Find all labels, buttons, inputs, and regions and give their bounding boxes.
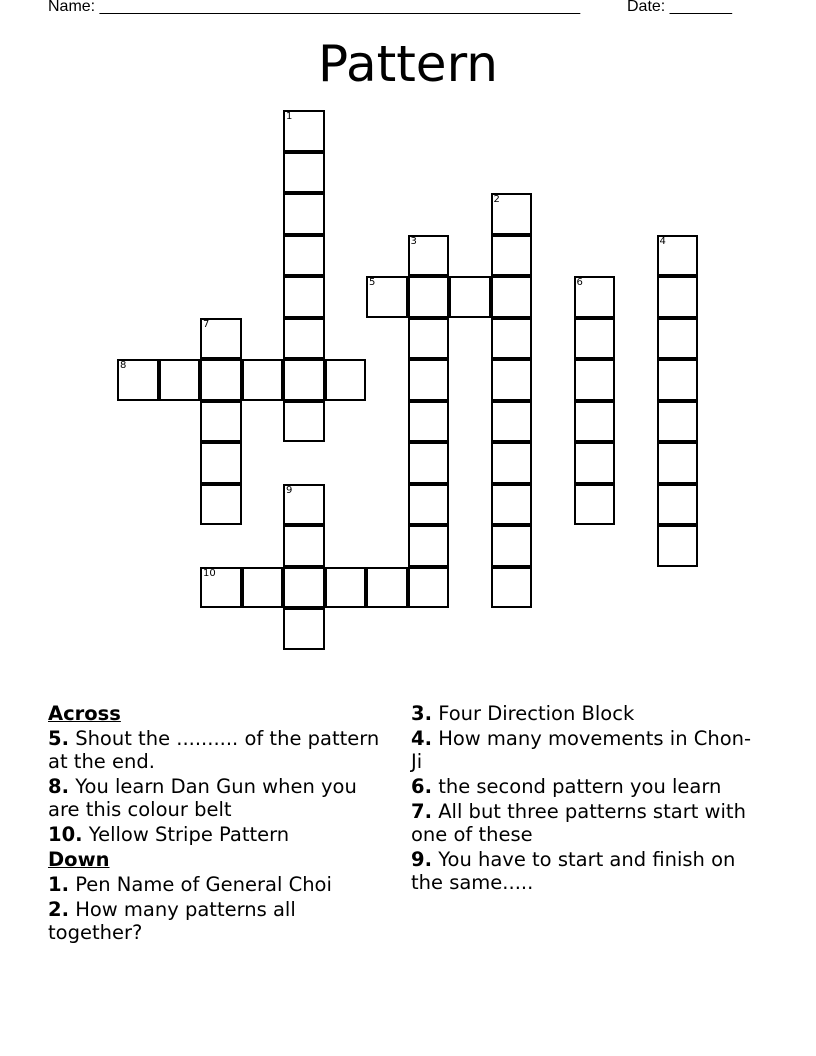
- clue-text: How many patterns all together?: [48, 898, 296, 944]
- down-clue-3: [411, 702, 761, 725]
- down-clue-1: [48, 873, 388, 896]
- clue-text: How many movements in Chon-Ji: [411, 727, 752, 773]
- crossword-cell[interactable]: [574, 359, 616, 401]
- crossword-cell[interactable]: [408, 276, 450, 318]
- clue-text: Pen Name of General Choi: [75, 873, 332, 896]
- crossword-cell[interactable]: [283, 152, 325, 194]
- crossword-cell[interactable]: [449, 276, 491, 318]
- crossword-cell[interactable]: [657, 235, 699, 277]
- cell-number: 5: [369, 277, 376, 288]
- crossword-cell[interactable]: [366, 567, 408, 609]
- clue-text: Shout the .......... of the pattern at the end.: [48, 727, 380, 773]
- crossword-cell[interactable]: [200, 359, 242, 401]
- crossword-cell[interactable]: [200, 484, 242, 526]
- crossword-cell[interactable]: [657, 401, 699, 443]
- crossword-cell[interactable]: [408, 401, 450, 443]
- crossword-cell[interactable]: [574, 318, 616, 360]
- crossword-cell[interactable]: [283, 484, 325, 526]
- clue-number: 6.: [411, 775, 432, 798]
- down-clue-9: [411, 848, 761, 894]
- clue-text: Four Direction Block: [438, 702, 635, 725]
- clue-number: 4.: [411, 727, 432, 750]
- crossword-cell[interactable]: [657, 442, 699, 484]
- crossword-cell[interactable]: [242, 567, 284, 609]
- clue-text: You have to start and finish on the same.....: [411, 848, 736, 894]
- crossword-cell[interactable]: [408, 359, 450, 401]
- across-clue-8: [48, 775, 388, 821]
- clue-text: the second pattern you learn: [438, 775, 722, 798]
- crossword-cell[interactable]: [408, 525, 450, 567]
- crossword-cell[interactable]: [491, 359, 533, 401]
- across-heading: Across: [48, 702, 121, 725]
- crossword-cell[interactable]: [366, 276, 408, 318]
- crossword-cell[interactable]: [491, 484, 533, 526]
- crossword-cell[interactable]: [283, 318, 325, 360]
- crossword-cell[interactable]: [574, 484, 616, 526]
- cell-number: 9: [286, 484, 293, 496]
- crossword-cell[interactable]: [491, 276, 533, 318]
- crossword-cell[interactable]: [283, 193, 325, 235]
- crossword-cell[interactable]: [657, 359, 699, 401]
- clue-text: All but three patterns start with one of these: [411, 800, 746, 846]
- clue-text: Yellow Stripe Pattern: [88, 823, 290, 846]
- across-clue-5: [48, 727, 388, 773]
- crossword-cell[interactable]: [325, 359, 367, 401]
- page-title: Pattern: [318, 35, 498, 93]
- crossword-cell[interactable]: [491, 525, 533, 567]
- crossword-cell[interactable]: [657, 318, 699, 360]
- crossword-cell[interactable]: [491, 235, 533, 277]
- crossword-cell[interactable]: [283, 567, 325, 609]
- crossword-cell[interactable]: [283, 401, 325, 443]
- crossword-cell[interactable]: [657, 276, 699, 318]
- down-clue-6: [411, 775, 761, 798]
- cell-number: 3: [410, 235, 417, 247]
- crossword-cell[interactable]: [574, 442, 616, 484]
- crossword-cell[interactable]: [283, 235, 325, 277]
- down-clue-2: [48, 898, 388, 944]
- clue-number: 1.: [48, 873, 69, 896]
- clue-number: 3.: [411, 702, 432, 725]
- date-line: Date: _______: [627, 0, 732, 15]
- crossword-cell[interactable]: [200, 401, 242, 443]
- crossword-cell[interactable]: [117, 359, 159, 401]
- cell-number: 2: [493, 194, 500, 205]
- clue-text: You learn Dan Gun when you are this colour belt: [48, 775, 357, 821]
- cell-number: 10: [203, 567, 216, 579]
- crossword-cell[interactable]: [491, 567, 533, 609]
- crossword-cell[interactable]: [283, 608, 325, 650]
- crossword-cell[interactable]: [657, 484, 699, 526]
- clue-number: 2.: [48, 898, 69, 921]
- down-clue-4: [411, 727, 761, 773]
- name-line: Name: ______________________________________________________: [48, 0, 581, 15]
- crossword-cell[interactable]: [408, 318, 450, 360]
- cell-number: 4: [659, 235, 666, 247]
- clue-number: 8.: [48, 775, 69, 798]
- crossword-cell[interactable]: [200, 442, 242, 484]
- crossword-cell[interactable]: [491, 193, 533, 235]
- clues-right-column: [411, 702, 761, 896]
- crossword-cell[interactable]: [283, 359, 325, 401]
- crossword-cell[interactable]: [283, 110, 325, 152]
- crossword-cell[interactable]: [491, 442, 533, 484]
- crossword-cell[interactable]: [200, 567, 242, 609]
- crossword-cell[interactable]: [283, 525, 325, 567]
- crossword-cell[interactable]: [574, 276, 616, 318]
- crossword-cell[interactable]: [325, 567, 367, 609]
- crossword-cell[interactable]: [408, 484, 450, 526]
- cell-number: 7: [203, 318, 210, 330]
- cell-number: 6: [576, 277, 583, 288]
- crossword-cell[interactable]: [159, 359, 201, 401]
- crossword-cell[interactable]: [408, 567, 450, 609]
- cell-number: 1: [286, 111, 293, 122]
- down-clue-7: [411, 800, 761, 846]
- crossword-cell[interactable]: [491, 318, 533, 360]
- clues-left-column: [48, 702, 388, 946]
- crossword-cell[interactable]: [283, 276, 325, 318]
- cell-number: 8: [120, 360, 127, 371]
- crossword-cell[interactable]: [242, 359, 284, 401]
- crossword-cell[interactable]: [200, 318, 242, 360]
- crossword-cell[interactable]: [408, 235, 450, 277]
- down-heading: Down: [48, 848, 110, 871]
- crossword-cell[interactable]: [574, 401, 616, 443]
- clue-number: 5.: [48, 727, 69, 750]
- clue-number: 9.: [411, 848, 432, 871]
- clue-number: 10.: [48, 823, 83, 846]
- crossword-cell[interactable]: [408, 442, 450, 484]
- clue-number: 7.: [411, 800, 432, 823]
- crossword-cell[interactable]: [491, 401, 533, 443]
- across-clue-10: [48, 823, 388, 846]
- crossword-cell[interactable]: [657, 525, 699, 567]
